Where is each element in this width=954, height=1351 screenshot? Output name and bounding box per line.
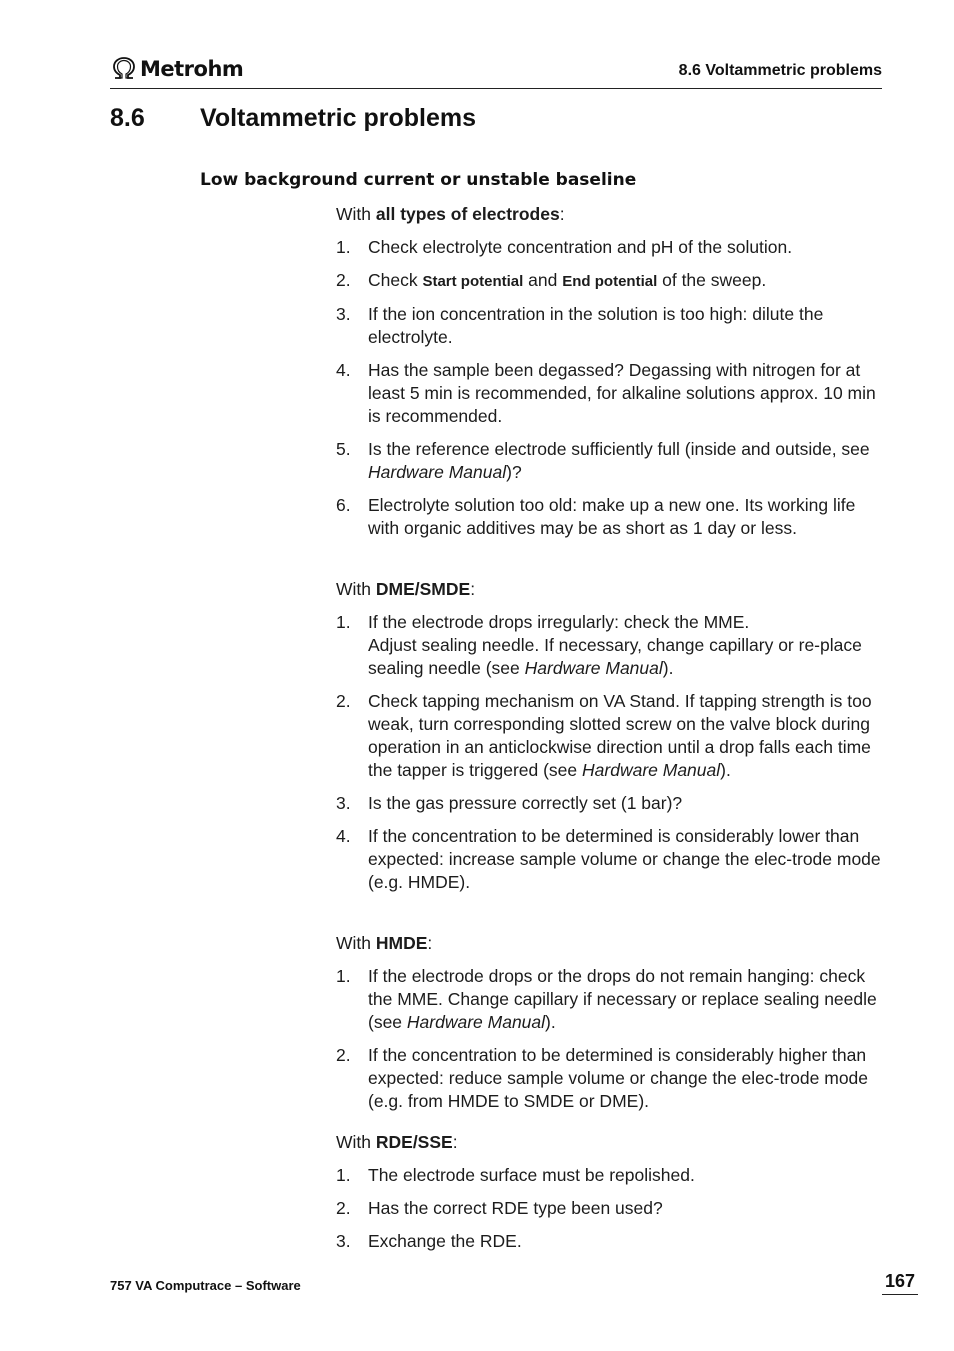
omega-icon <box>110 56 138 82</box>
list-item: 4. If the concentration to be determined is considerably lower than expected: increase sample volume or change the elec-trode mode (e.g. HMDE). <box>336 826 881 892</box>
header-section-title: 8.6 Voltammetric problems <box>678 62 882 79</box>
spacer <box>336 550 884 578</box>
list-item: 1. If the electrode drops or the drops do not remain hanging: check the MME. Change capillary if necessary or replace sealing needle (see Hardware Manual). <box>336 966 877 1032</box>
list-rde <box>336 1164 884 1253</box>
list-item: 4. Has the sample been degassed? Degassing with nitrogen for at least 5 min is recommended, for alkaline solutions approx. 10 min is recommended. <box>336 360 876 426</box>
footer-product: 757 VA Computrace – Software <box>110 1278 301 1293</box>
list-item: 2. Check tapping mechanism on VA Stand. If tapping strength is too weak, turn corresponding slotted screw on the valve block during operation in an anticlockwise direction until a drop falls each time the tapper is triggered (see Hardware Manual). <box>336 691 872 780</box>
page-number: 167 <box>882 1271 918 1295</box>
list-hmde <box>336 965 884 1113</box>
list-item: 2. Check Start potential and End potential of the sweep. <box>336 270 767 290</box>
list-item: 3. If the ion concentration in the solution is too high: dilute the electrolyte. <box>336 304 824 347</box>
list-item: 1. Check electrolyte concentration and pH of the solution. <box>336 237 793 257</box>
list-item: 2. Has the correct RDE type been used? <box>336 1198 663 1218</box>
list-item: 3. Exchange the RDE. <box>336 1231 522 1251</box>
group-intro-hmde: With HMDE: <box>336 933 433 953</box>
list-item: 5. Is the reference electrode sufficiently full (inside and outside, see Hardware Manual)? <box>336 439 870 482</box>
metrohm-logo <box>110 56 243 82</box>
group-intro-rde: With RDE/SSE: <box>336 1132 458 1152</box>
brand-name: Metrohm <box>140 57 244 81</box>
list-dme <box>336 611 884 894</box>
page-header <box>110 54 882 89</box>
list-all-types <box>336 236 884 540</box>
section-title <box>110 104 476 133</box>
spacer <box>336 904 884 932</box>
group-intro-dme: With DME/SMDE: <box>336 579 476 599</box>
section-number: 8.6 <box>110 104 145 132</box>
spacer <box>336 1123 884 1131</box>
list-item: 1. If the electrode drops irregularly: check the MME. Adjust sealing needle. If necessary, change capillary or re-place sealing needle (see Hardware Manual). <box>336 612 862 678</box>
subheading: Low background current or unstable baseline <box>200 170 637 190</box>
list-item: 3. Is the gas pressure correctly set (1 bar)? <box>336 793 683 813</box>
list-item: 2. If the concentration to be determined is considerably higher than expected: reduce sample volume or change the elec-trode mode (e.g. from HMDE to SMDE or DME). <box>336 1045 869 1111</box>
group-intro-all-types: With all types of electrodes: <box>336 204 565 224</box>
list-item: 6. Electrolyte solution too old: make up a new one. Its working life with organic additives may be as short as 1 day or less. <box>336 495 856 538</box>
section-title-text: Voltammetric problems <box>200 104 477 132</box>
list-item: 1. The electrode surface must be repolished. <box>336 1165 695 1185</box>
content-body <box>336 203 884 1263</box>
